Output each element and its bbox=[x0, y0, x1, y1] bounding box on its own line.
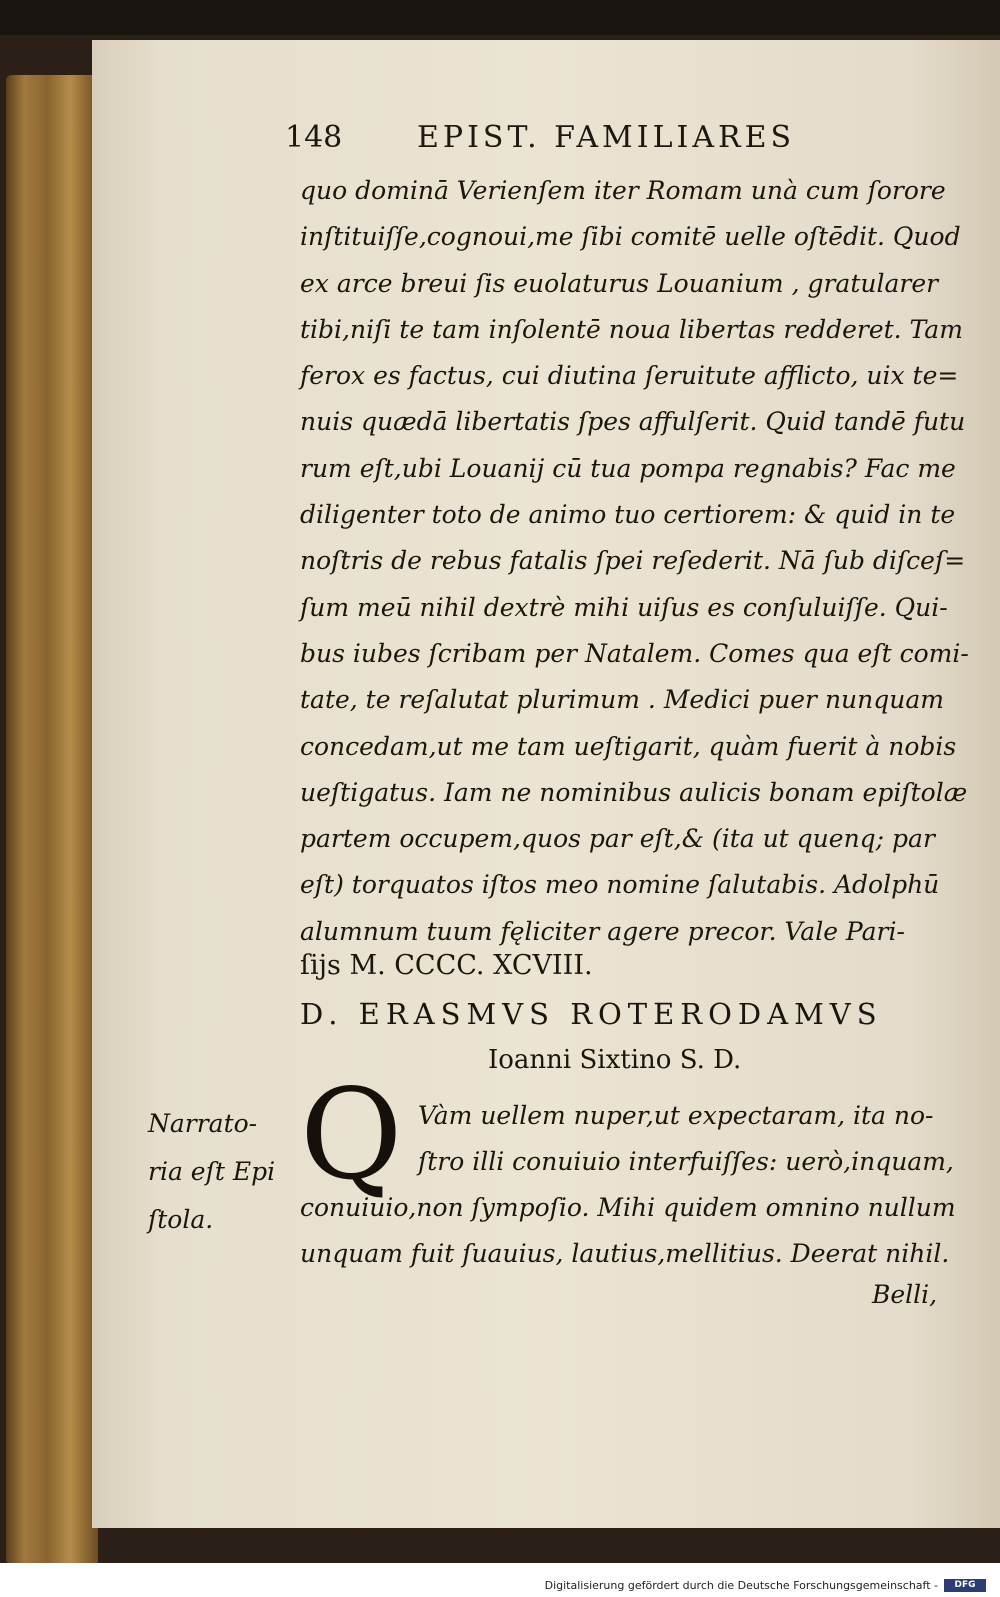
text-line: partem occupem,quos par eſt,& (ita ut quenq; par bbox=[300, 824, 935, 854]
text-line: bus iubes ſcribam per Natalem. Comes qua eſt comi- bbox=[300, 638, 969, 668]
page-edge bbox=[6, 75, 98, 1565]
text-line: ſum meū nihil dextrè mihi uiſus es conſuluiſſe. Qui- bbox=[300, 592, 948, 622]
dfg-logo: DFG bbox=[944, 1579, 986, 1592]
text-line: ueſtigatus. Iam ne nominibus aulicis bonam epiſtolæ bbox=[300, 777, 968, 807]
text-line: noſtris de rebus fatalis ſpei reſederit. Nā ſub diſceſ= bbox=[300, 546, 966, 576]
body-text bbox=[300, 168, 969, 955]
text-line: ferox es factus, cui diutina ſeruitute afflicto, uix te= bbox=[300, 361, 959, 391]
text-line: Vàm uellem nuper,ut expectaram, ita no- bbox=[418, 1101, 934, 1130]
margin-note-line: ria eſt Epi bbox=[148, 1157, 276, 1186]
text-line: nuis quædā libertatis ſpes affulſerit. Quid tandē futu bbox=[300, 407, 966, 437]
text-line: tibi,niſi te tam inſolentē noua libertas redderet. Tam bbox=[300, 314, 963, 344]
letter-text bbox=[300, 1093, 960, 1277]
text-line: eſt) torquatos iſtos meo nomine ſalutabis. Adolphū bbox=[300, 870, 940, 900]
initial-letter: Q bbox=[300, 1063, 403, 1208]
letter-heading: D. ERASMVS ROTERODAMVS bbox=[300, 997, 883, 1031]
footer-bar bbox=[0, 1563, 1000, 1597]
date-line: ſijs M. CCCC. XCVIII. bbox=[300, 950, 593, 981]
text-line: ex arce breui ſis euolaturus Louanium , gratularer bbox=[300, 268, 939, 298]
text-line: diligenter toto de animo tuo certiorem: & quid in te bbox=[300, 500, 956, 530]
catchword: Belli, bbox=[872, 1280, 938, 1309]
running-header bbox=[285, 120, 945, 170]
margin-note-line: ſtola. bbox=[148, 1205, 214, 1234]
margin-note-line: Narrato- bbox=[148, 1109, 258, 1138]
running-head: EPIST. FAMILIARES bbox=[417, 120, 796, 155]
text-line: ſtro illi conuiuio interfuiſſes: uerò,inquam, bbox=[418, 1147, 954, 1176]
letter-subheading: Ioanni Sixtino S. D. bbox=[488, 1045, 742, 1075]
text-line: rum eſt,ubi Louanij cū tua pompa regnabis? Fac me bbox=[300, 453, 956, 483]
text-line: inſtituiſſe,cognoui,me ſibi comitē uelle oſtēdit. Quod bbox=[300, 222, 961, 252]
text-line: unquam fuit ſuauius, lautius,mellitius. Deerat nihil. bbox=[300, 1239, 950, 1268]
text-line: quo dominā Verienſem iter Romam unà cum ſorore bbox=[300, 176, 946, 205]
funding-credit: Digitalisierung gefördert durch die Deutsche Forschungsgemeinschaft - bbox=[544, 1579, 938, 1592]
text-line: conuiuio,non ſympoſio. Mihi quidem omnino nullum bbox=[300, 1193, 956, 1222]
text-line: alumnum tuum fęliciter agere precor. Vale Pari- bbox=[300, 916, 905, 946]
text-line: tate, te reſalutat plurimum . Medici puer nunquam bbox=[300, 685, 944, 715]
margin-note bbox=[148, 1100, 288, 1244]
page-number: 148 bbox=[285, 120, 343, 155]
text-line: concedam,ut me tam ueſtigarit, quàm fuerit à nobis bbox=[300, 731, 957, 761]
